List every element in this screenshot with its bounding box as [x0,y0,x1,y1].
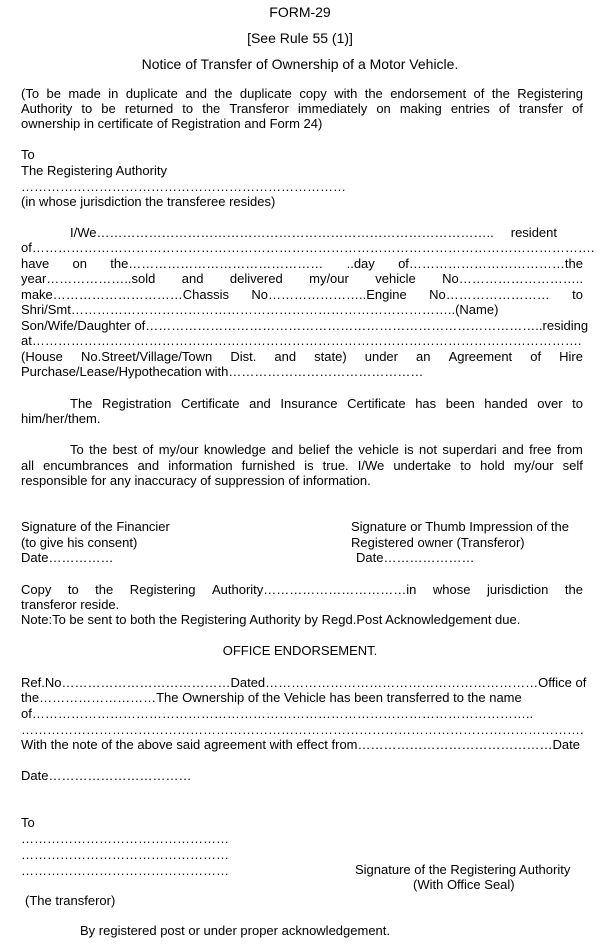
belief-line-3: responsible for any inaccuracy of suppression of information. [21,473,371,488]
financier-date: Date…………… [21,550,114,565]
footer-dots-1: ………………………………………… [21,831,229,846]
body-line-8: at………………………………………………………………………………………………………………. [21,333,582,348]
address-authority: The Registering Authority [21,163,167,178]
owner-signature-label: Signature or Thumb Impression of the [351,519,569,534]
footer-dots-3: ………………………………………… [21,863,229,878]
rc-line-1: The Registration Certificate and Insurance Certificate has been handed over to [70,396,583,411]
financier-consent: (to give his consent) [21,535,138,550]
intro-line-2: Authority to be returned to the Transferor immediately on making entries of transfer of [21,101,583,116]
belief-line-1: To the best of my/our knowledge and belief the vehicle is not superdari and free from [70,442,583,457]
office-line-3: of…………………………………………………………………………………………………….. [21,706,534,721]
address-jurisdiction: (in whose jurisdiction the transferee resides) [21,194,276,209]
body-line-3: have on the……………………………………… ..day of………………………………the [21,256,583,271]
intro-line-1: (To be made in duplicate and the duplicate copy with the endorsement of the Registering [21,86,583,101]
footer-dots-2: ………………………………………… [21,847,229,862]
office-line-2: the………………………The Ownership of the Vehicle has been transferred to the name [21,690,522,705]
body-line-2: of…………………………………………………………………………………………………………………. [21,240,595,255]
body-line-10: Purchase/Lease/Hypothecation with……………………………………… [21,364,424,379]
owner-date: Date………………… [356,550,475,565]
copy-line-1: Copy to the Registering Authority……………………………in whose jurisdiction the [21,582,583,597]
owner-registered: Registered owner (Transferor) [351,535,525,550]
body-line-6: Shri/Smt……………………………………………………………………………..(Name) [21,302,499,317]
address-to: To [21,147,35,162]
intro-line-3: ownership in certificate of Registration and Form 24) [21,116,323,131]
office-line-4: …………………………………………………………………………………………………………………. [21,722,584,737]
office-date: Date…………………………… [21,768,192,783]
office-endorsement-heading: OFFICE ENDORSEMENT. [222,643,378,658]
form-title: Notice of Transfer of Ownership of a Motor Vehicle. [141,56,459,72]
office-line-5: With the note of the above said agreement with effect from………………………………………Date [21,737,580,752]
belief-line-2: all encumbrances and information furnished is true. I/We undertake to hold my/our self [21,458,583,473]
body-line-7: Son/Wife/Daughter of……………………………………………………………………………… ..residing [21,318,589,333]
footer-to: To [21,815,35,830]
body-line-9: (House No.Street/Village/Town Dist. and state) under an Agreement of Hire [21,349,583,364]
body-line-4: year………………..sold and delivered my/our vehicle No……………………….. [21,271,583,286]
authority-signature-label: Signature of the Registering Authority [355,862,571,877]
body-line-5: make…………………………Chassis No…………………..Engine No…………………… to [21,287,583,302]
body-line-1: I/We……………………………………………………………………………….. resident [70,225,557,240]
financier-signature-label: Signature of the Financier [21,519,170,534]
transferor-label: (The transferor) [25,893,116,908]
office-seal-label: (With Office Seal) [413,877,515,892]
rule-reference: [See Rule 55 (1)] [247,30,353,46]
address-dots: ………………………………………………………………… [21,179,346,194]
copy-line-2: transferor reside. [21,597,120,612]
copy-note: Note:To be sent to both the Registering Authority by Regd.Post Acknowledgement due. [21,612,521,627]
office-line-1: Ref.No…………………………………Dated………………………………………………………Office of [21,675,587,690]
post-note: By registered post or under proper acknowledgement. [80,923,391,938]
rc-line-2: him/her/them. [21,411,101,426]
form-number: FORM-29 [269,4,331,20]
